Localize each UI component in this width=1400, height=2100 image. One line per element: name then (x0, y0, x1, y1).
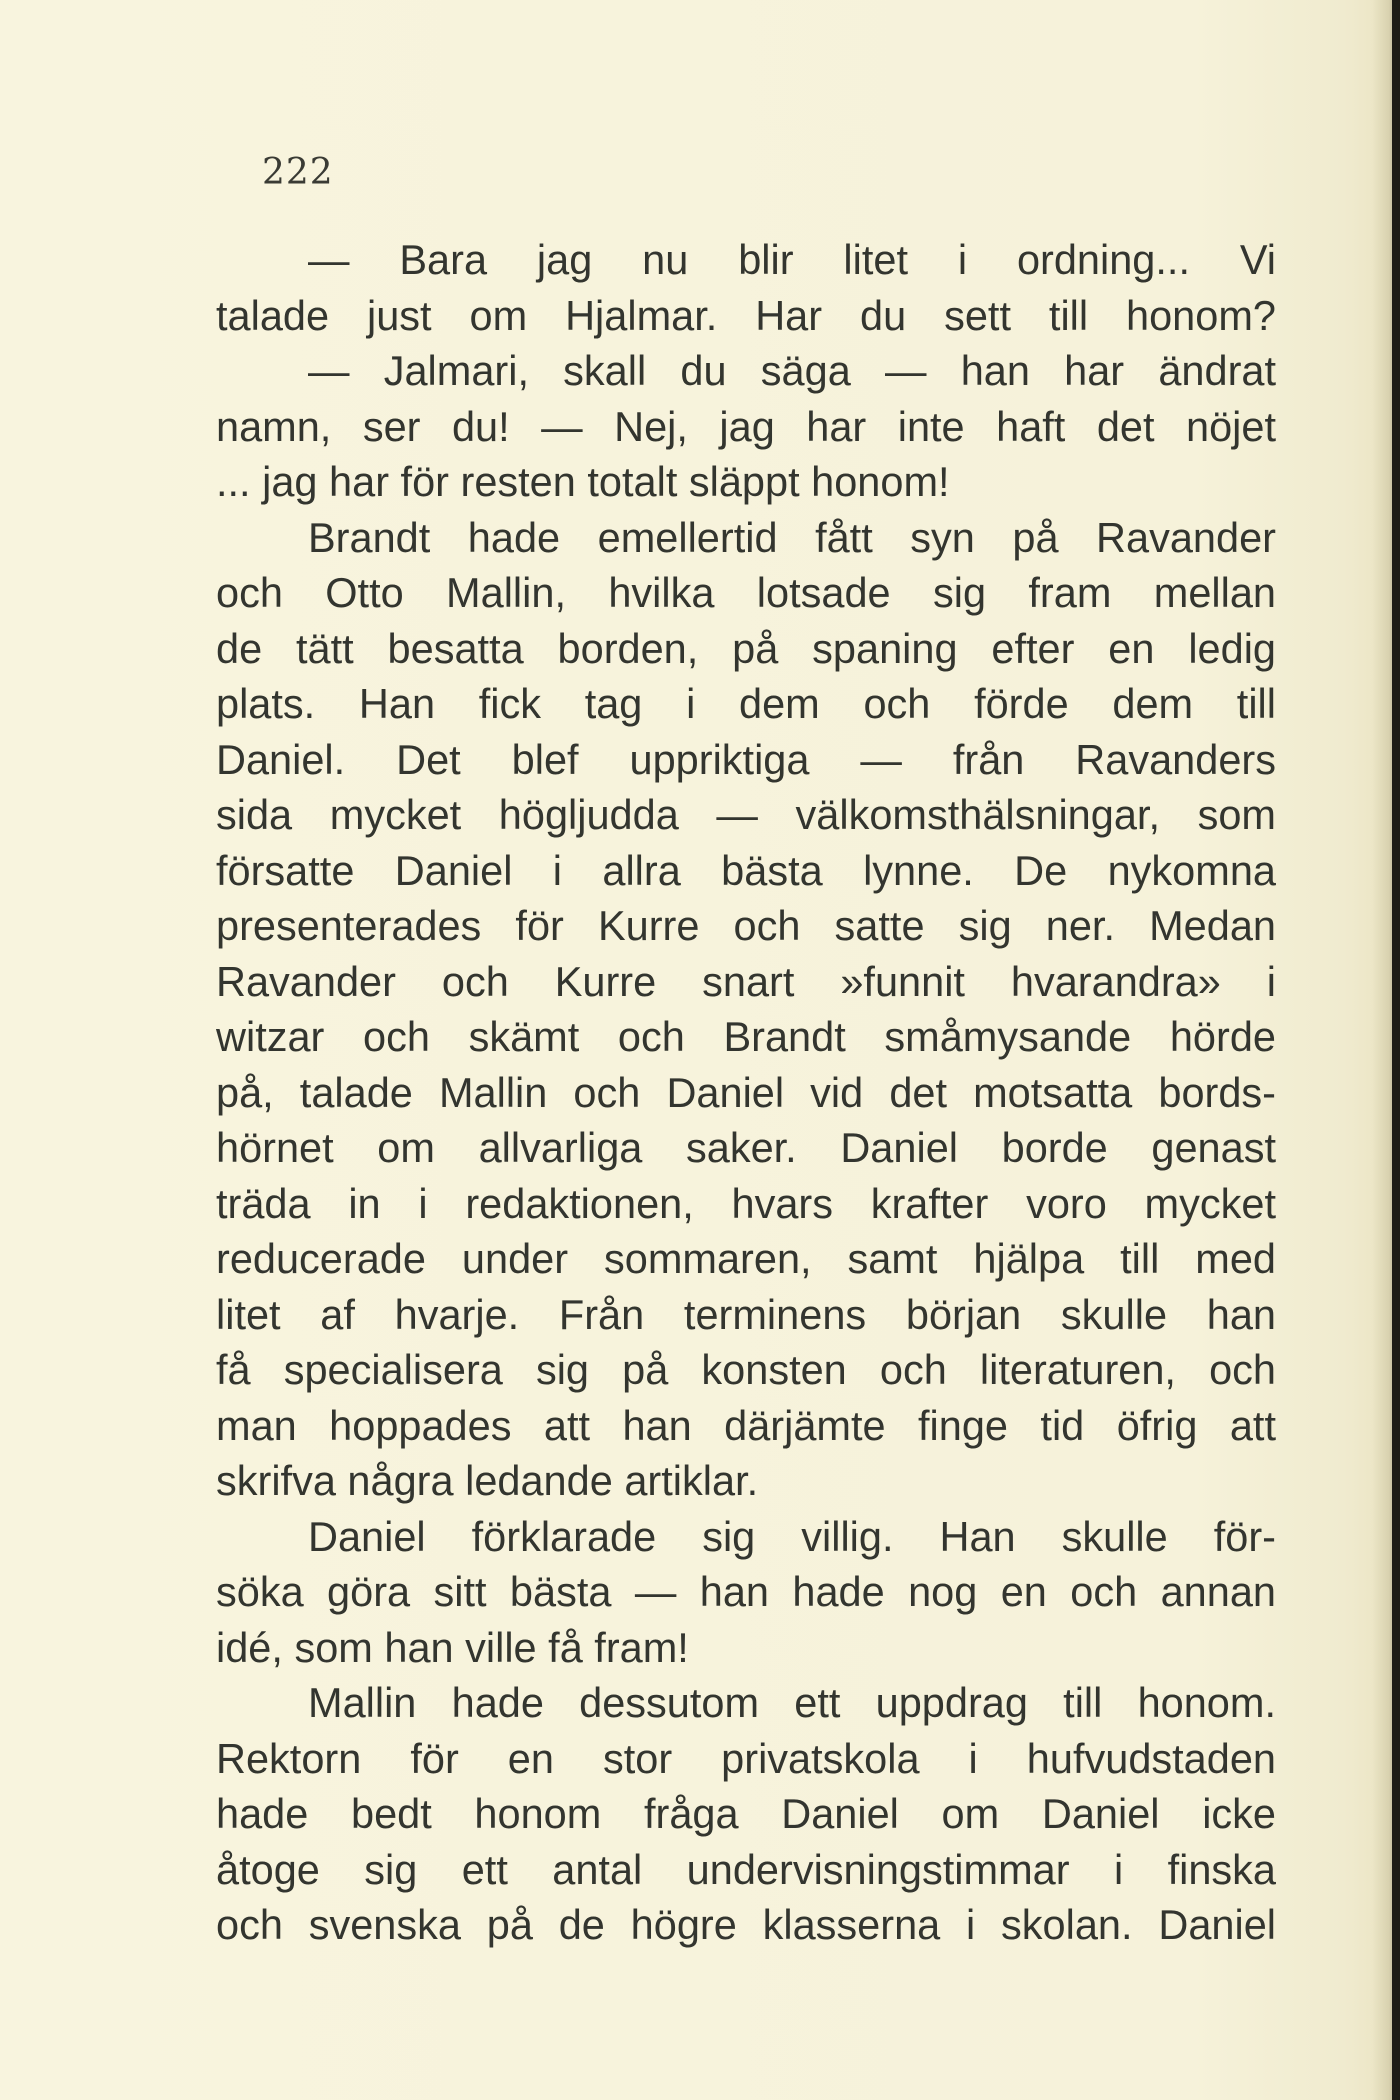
text-line-26: idé, som han ville få fram! (216, 1623, 689, 1671)
text-line-30: åtoge sig ett antal undervisningstimmar i finska (216, 1845, 1276, 1893)
text-line-31: och svenska på de högre klasserna i skolan. Daniel (216, 1901, 1276, 1948)
page-edge (1392, 0, 1400, 2100)
text-line-1: — Bara jag nu blir litet i ordning... Vi (308, 236, 1276, 283)
text-line-25: söka göra sitt bästa — han hade nog en och annan (216, 1568, 1276, 1615)
text-line-29: hade bedt honom fråga Daniel om Daniel icke (216, 1790, 1276, 1837)
text-line-17: hörnet om allvarliga saker. Daniel borde genast (216, 1124, 1276, 1171)
text-line-28: Rektorn för en stor privatskola i hufvudstaden (216, 1734, 1276, 1782)
text-line-18: träda in i redaktionen, hvars krafter voro mycket (216, 1179, 1276, 1227)
text-line-13: presenterades för Kurre och satte sig ner. Medan (216, 902, 1276, 949)
text-line-9: plats. Han fick tag i dem och förde dem till (216, 680, 1276, 727)
text-line-15: witzar och skämt och Brandt småmysande hörde (216, 1013, 1276, 1060)
text-line-6: Brandt hade emellertid fått syn på Ravander (308, 513, 1276, 561)
text-line-19: reducerade under sommaren, samt hjälpa till med (216, 1235, 1276, 1282)
text-line-10: Daniel. Det blef uppriktiga — från Ravanders (216, 735, 1276, 783)
text-line-11: sida mycket högljudda — välkomsthälsningar, som (216, 791, 1276, 838)
text-line-2: talade just om Hjalmar. Har du sett till honom? (216, 291, 1276, 339)
text-line-23: skrifva några ledande artiklar. (216, 1457, 759, 1504)
text-line-8: de tätt besatta borden, på spaning efter en ledig (216, 624, 1276, 672)
text-line-4: namn, ser du! — Nej, jag har inte haft det nöjet (216, 402, 1276, 450)
text-line-16: på, talade Mallin och Daniel vid det motsatta bords- (216, 1068, 1276, 1116)
page-number: 222 (262, 152, 334, 193)
text-line-27: Mallin hade dessutom ett uppdrag till honom. (308, 1679, 1276, 1726)
text-line-22: man hoppades att han därjämte finge tid öfrig att (216, 1401, 1276, 1449)
text-line-21: få specialisera sig på konsten och literaturen, och (216, 1346, 1276, 1393)
text-line-20: litet af hvarje. Från terminens början skulle han (216, 1290, 1276, 1338)
text-line-7: och Otto Mallin, hvilka lotsade sig fram mellan (216, 569, 1276, 616)
text-line-14: Ravander och Kurre snart »funnit hvarandra» i (216, 957, 1276, 1005)
text-line-12: försatte Daniel i allra bästa lynne. De nykomna (216, 846, 1276, 894)
text-line-5: ... jag har för resten totalt släppt honom! (216, 458, 950, 505)
body-text (216, 232, 1276, 1953)
text-line-3: — Jalmari, skall du säga — han har ändrat (308, 347, 1276, 394)
text-line-24: Daniel förklarade sig villig. Han skulle för- (308, 1512, 1276, 1560)
